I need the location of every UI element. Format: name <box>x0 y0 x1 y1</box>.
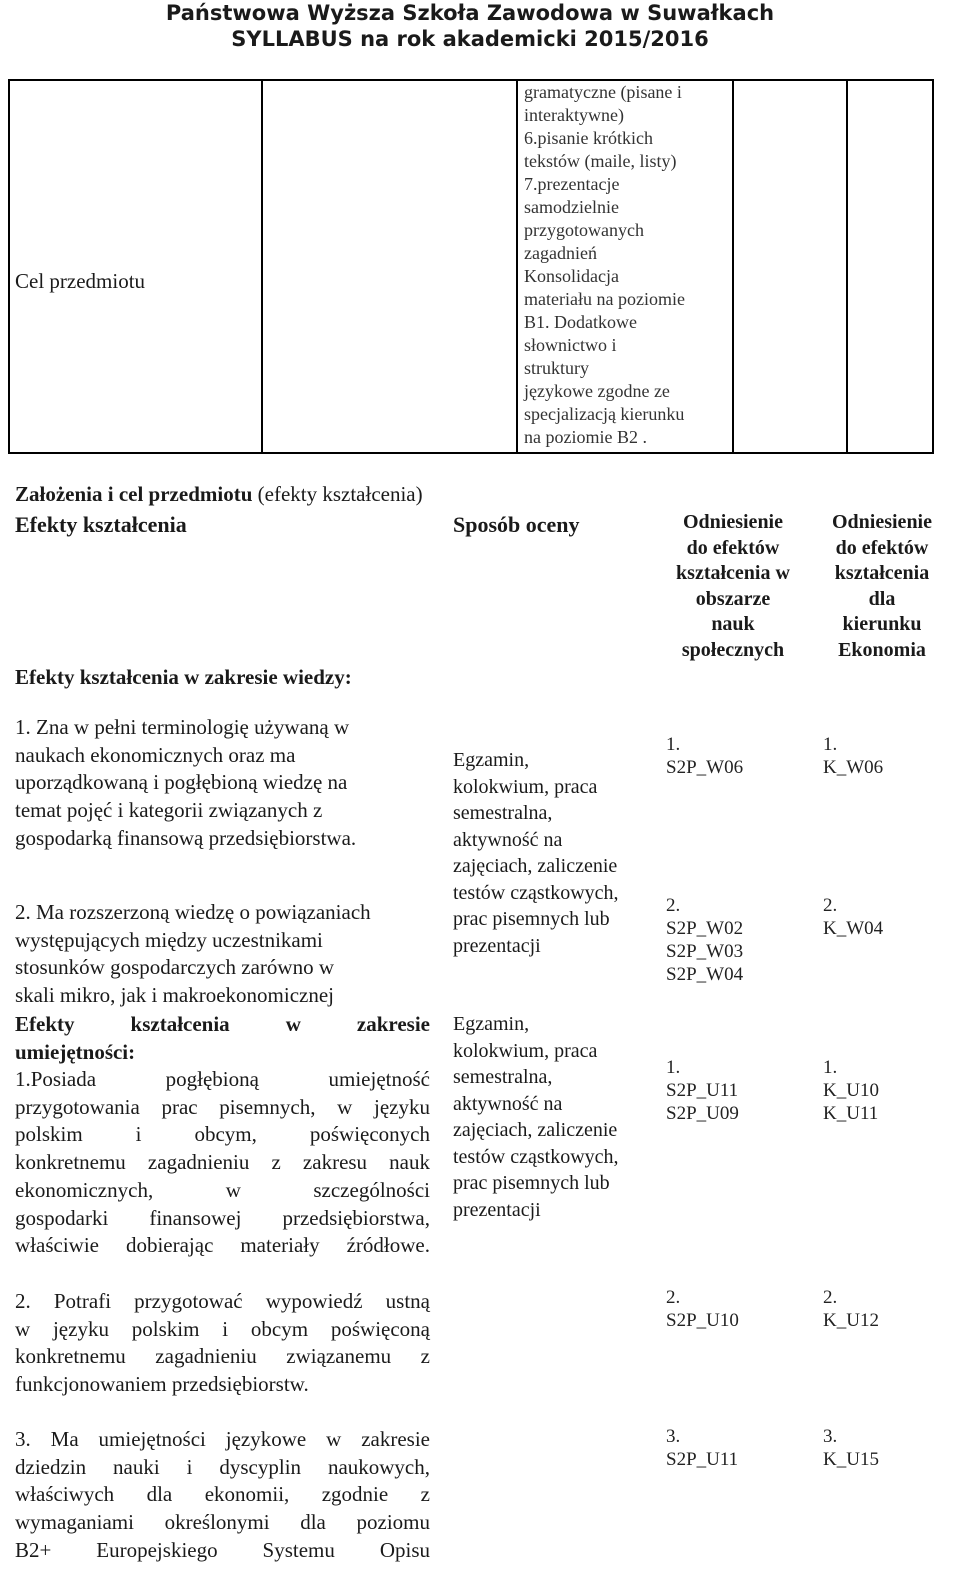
knowledge-field-codes-1: 1. K_W06 <box>823 734 884 778</box>
skills-item-2: 2. Potrafi przygotować wypowiedź ustną w języku polskim i obcym poświęconą konkretnemu zagadnieniu związanemu z funkcjonowaniem przedsiębiorstw. <box>15 1289 430 1397</box>
skills-field-codes-2: 2. K_U12 <box>823 1287 879 1331</box>
cel-przedmiotu-label: Cel przedmiotu <box>15 269 146 293</box>
skills-heading-line-1: Efekty kształcenia w zakresie <box>15 1012 430 1036</box>
col-header-assessment: Sposób oceny <box>453 512 580 537</box>
skills-item-3: 3. Ma umiejętności językowe w zakresie dziedzin nauki i dyscyplin naukowych, właściwych dla ekonomii, zgodnie z wymaganiami określonymi dla poziomu B2+ Europejskiego Systemu Opisu <box>15 1427 430 1562</box>
knowledge-area-codes-2: 2. S2P_W02 S2P_W03 S2P_W04 <box>666 895 744 985</box>
col-header-field-reference: Odniesienie do efektów kształcenia dla kierunku Ekonomia <box>831 511 932 661</box>
knowledge-heading: Efekty kształcenia w zakresie wiedzy: <box>15 665 352 689</box>
cel-przedmiotu-content: gramatyczne (pisane i interaktywne) 6.pisanie krótkich tekstów (maile, listy) 7.prezentacje samodzielnie przygotowanych zagadnień Konsolidacja materiału na poziomie B1. Dodatkowe słownictwo i struktury językowe zgodne ze specjalizacją kierunku na poziomie B2 . <box>524 82 685 447</box>
section-title-main: Założenia i cel przedmiotu <box>15 482 253 506</box>
section-title <box>15 481 423 508</box>
skills-assessment-method: Egzamin, kolokwium, praca semestralna, aktywność na zajęciach, zaliczenie testów cząstkowych, prac pisemnych lub prezentacji <box>453 1013 619 1221</box>
knowledge-item-2: 2. Ma rozszerzoną wiedzę o powiązaniach występujących między uczestnikami stosunków gospodarczych zarówno w skali mikro, jak i makroekonomicznej <box>15 900 371 1008</box>
col-header-effects: Efekty kształcenia <box>15 512 187 537</box>
section-title-rest: (efekty kształcenia) <box>252 482 423 506</box>
skills-area-codes-1: 1. S2P_U11 S2P_U09 <box>666 1057 739 1124</box>
skills-field-codes-3: 3. K_U15 <box>823 1426 879 1470</box>
knowledge-item-1: 1. Zna w pełni terminologię używaną w naukach ekonomicznych oraz ma uporządkowaną i pogłębioną wiedzę na temat pojęć i kategorii związanych z gospodarką finansową przedsiębiorstwa. <box>15 715 357 850</box>
header-syllabus-year: SYLLABUS na rok akademicki 2015/2016 <box>231 27 709 51</box>
page-header <box>0 0 940 52</box>
skills-heading-line-2: umiejętności: <box>15 1040 136 1064</box>
header-school-name: Państwowa Wyższa Szkoła Zawodowa w Suwałkach <box>165 1 775 25</box>
skills-field-codes-1: 1. K_U10 K_U11 <box>823 1057 879 1124</box>
col-header-area-reference: Odniesienie do efektów kształcenia w obszarze nauk społecznych <box>676 511 790 661</box>
knowledge-area-codes-1: 1. S2P_W06 <box>666 734 744 778</box>
skills-item-1: 1.Posiada pogłębioną umiejętność przygotowania prac pisemnych, w języku polskim i obcym, poświęconych konkretnemu zagadnieniu z zakresu nauk ekonomicznych, w szczególności gospodarki finansowej przedsiębiorstwa, właściwie dobierając materiały źródłowe. <box>15 1067 430 1258</box>
knowledge-field-codes-2: 2. K_W04 <box>823 895 884 939</box>
skills-area-codes-2: 2. S2P_U10 <box>666 1287 739 1331</box>
skills-area-codes-3: 3. S2P_U11 <box>666 1426 739 1470</box>
knowledge-assessment-method: Egzamin, kolokwium, praca semestralna, aktywność na zajęciach, zaliczenie testów cząstkowych, prac pisemnych lub prezentacji <box>453 749 619 957</box>
